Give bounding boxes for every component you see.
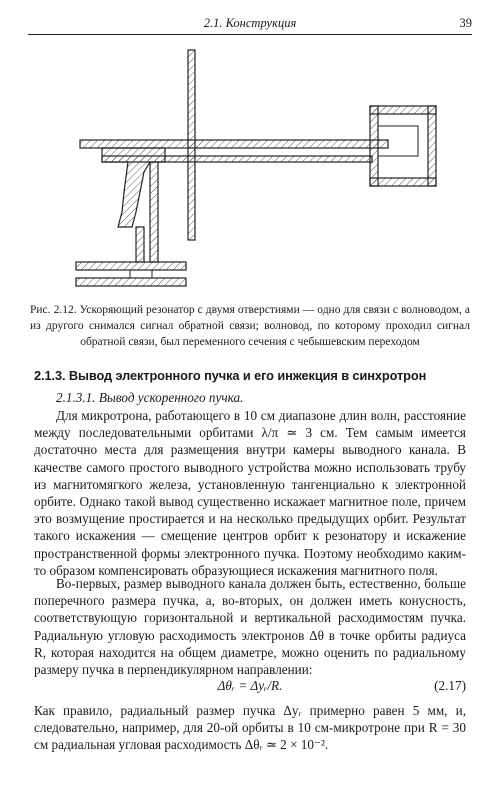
equation	[34, 678, 466, 696]
resonator-drawing	[76, 50, 436, 286]
section-header: 2.1. Конструкция	[203, 16, 297, 30]
paragraph: Во-первых, размер выводного канала должен быть, естественно, больше поперечного размера пучка, а, во-вторых, он должен иметь конусность, соответствующую горизонтальной и вертикальной расходимостям пучка. Радиальную угловую расходимость электронов Δθ в точке орбиты радиуса R, которая находится на общем диаметре, можно оценить по радиальному размеру пучка в перпендикулярном направлении:	[34, 576, 466, 678]
subsection-title: 2.1.3.1. Вывод ускоренного пучка.	[56, 390, 244, 405]
section-title: 2.1.3. Вывод электронного пучка и его инжекция в синхротрон	[34, 368, 427, 383]
resonator-figure	[40, 42, 460, 302]
page-number: 39	[459, 16, 472, 30]
paragraph-block	[34, 702, 466, 754]
paragraph-block	[34, 407, 466, 579]
figure-caption: Рис. 2.12. Ускоряющий резонатор с двумя отверстиями — одно для связи с волноводом, а из другого снимался сигнал обратной связи; волновод, по которому проходил сигнал обратной связи, был переменного сечения с чебышевским переходом	[30, 304, 470, 348]
paragraph: Для микротрона, работающего в 10 см диапазоне длин волн, расстояние между последовательными орбитами λ/π ≃ 3 см. Тем самым имеется достаточно места для размещения внутри камеры выводного канала. В качестве самого простого выводного устройства можно использовать трубу из магнитомягкого железа, установленную тангенциально к электронной орбите. Однако такой вывод существенно искажает магнитное поле, причем это возмущение простирается и на несколько предыдущих орбит. Результат такого искажения — смещение центров орбит к резонатору и искажение пространственной формы электронного пучка. Поэтому необходимо каким-то образом компенсировать образующиеся искажения магнитного поля.	[34, 408, 466, 578]
equation-expression: Δθᵣ = Δyᵣ/R.	[217, 678, 283, 693]
paragraph: Как правило, радиальный размер пучка Δyᵣ примерно равен 5 мм, и, следовательно, например, для 20-ой орбиты в 10 см-микротроне при R = 30 см радиальная угловая расходимость Δθᵣ ≃ 2 × 10⁻².	[34, 703, 466, 753]
running-header	[28, 14, 472, 35]
paragraph-block	[34, 575, 466, 678]
equation-number: (2.17)	[434, 678, 466, 693]
